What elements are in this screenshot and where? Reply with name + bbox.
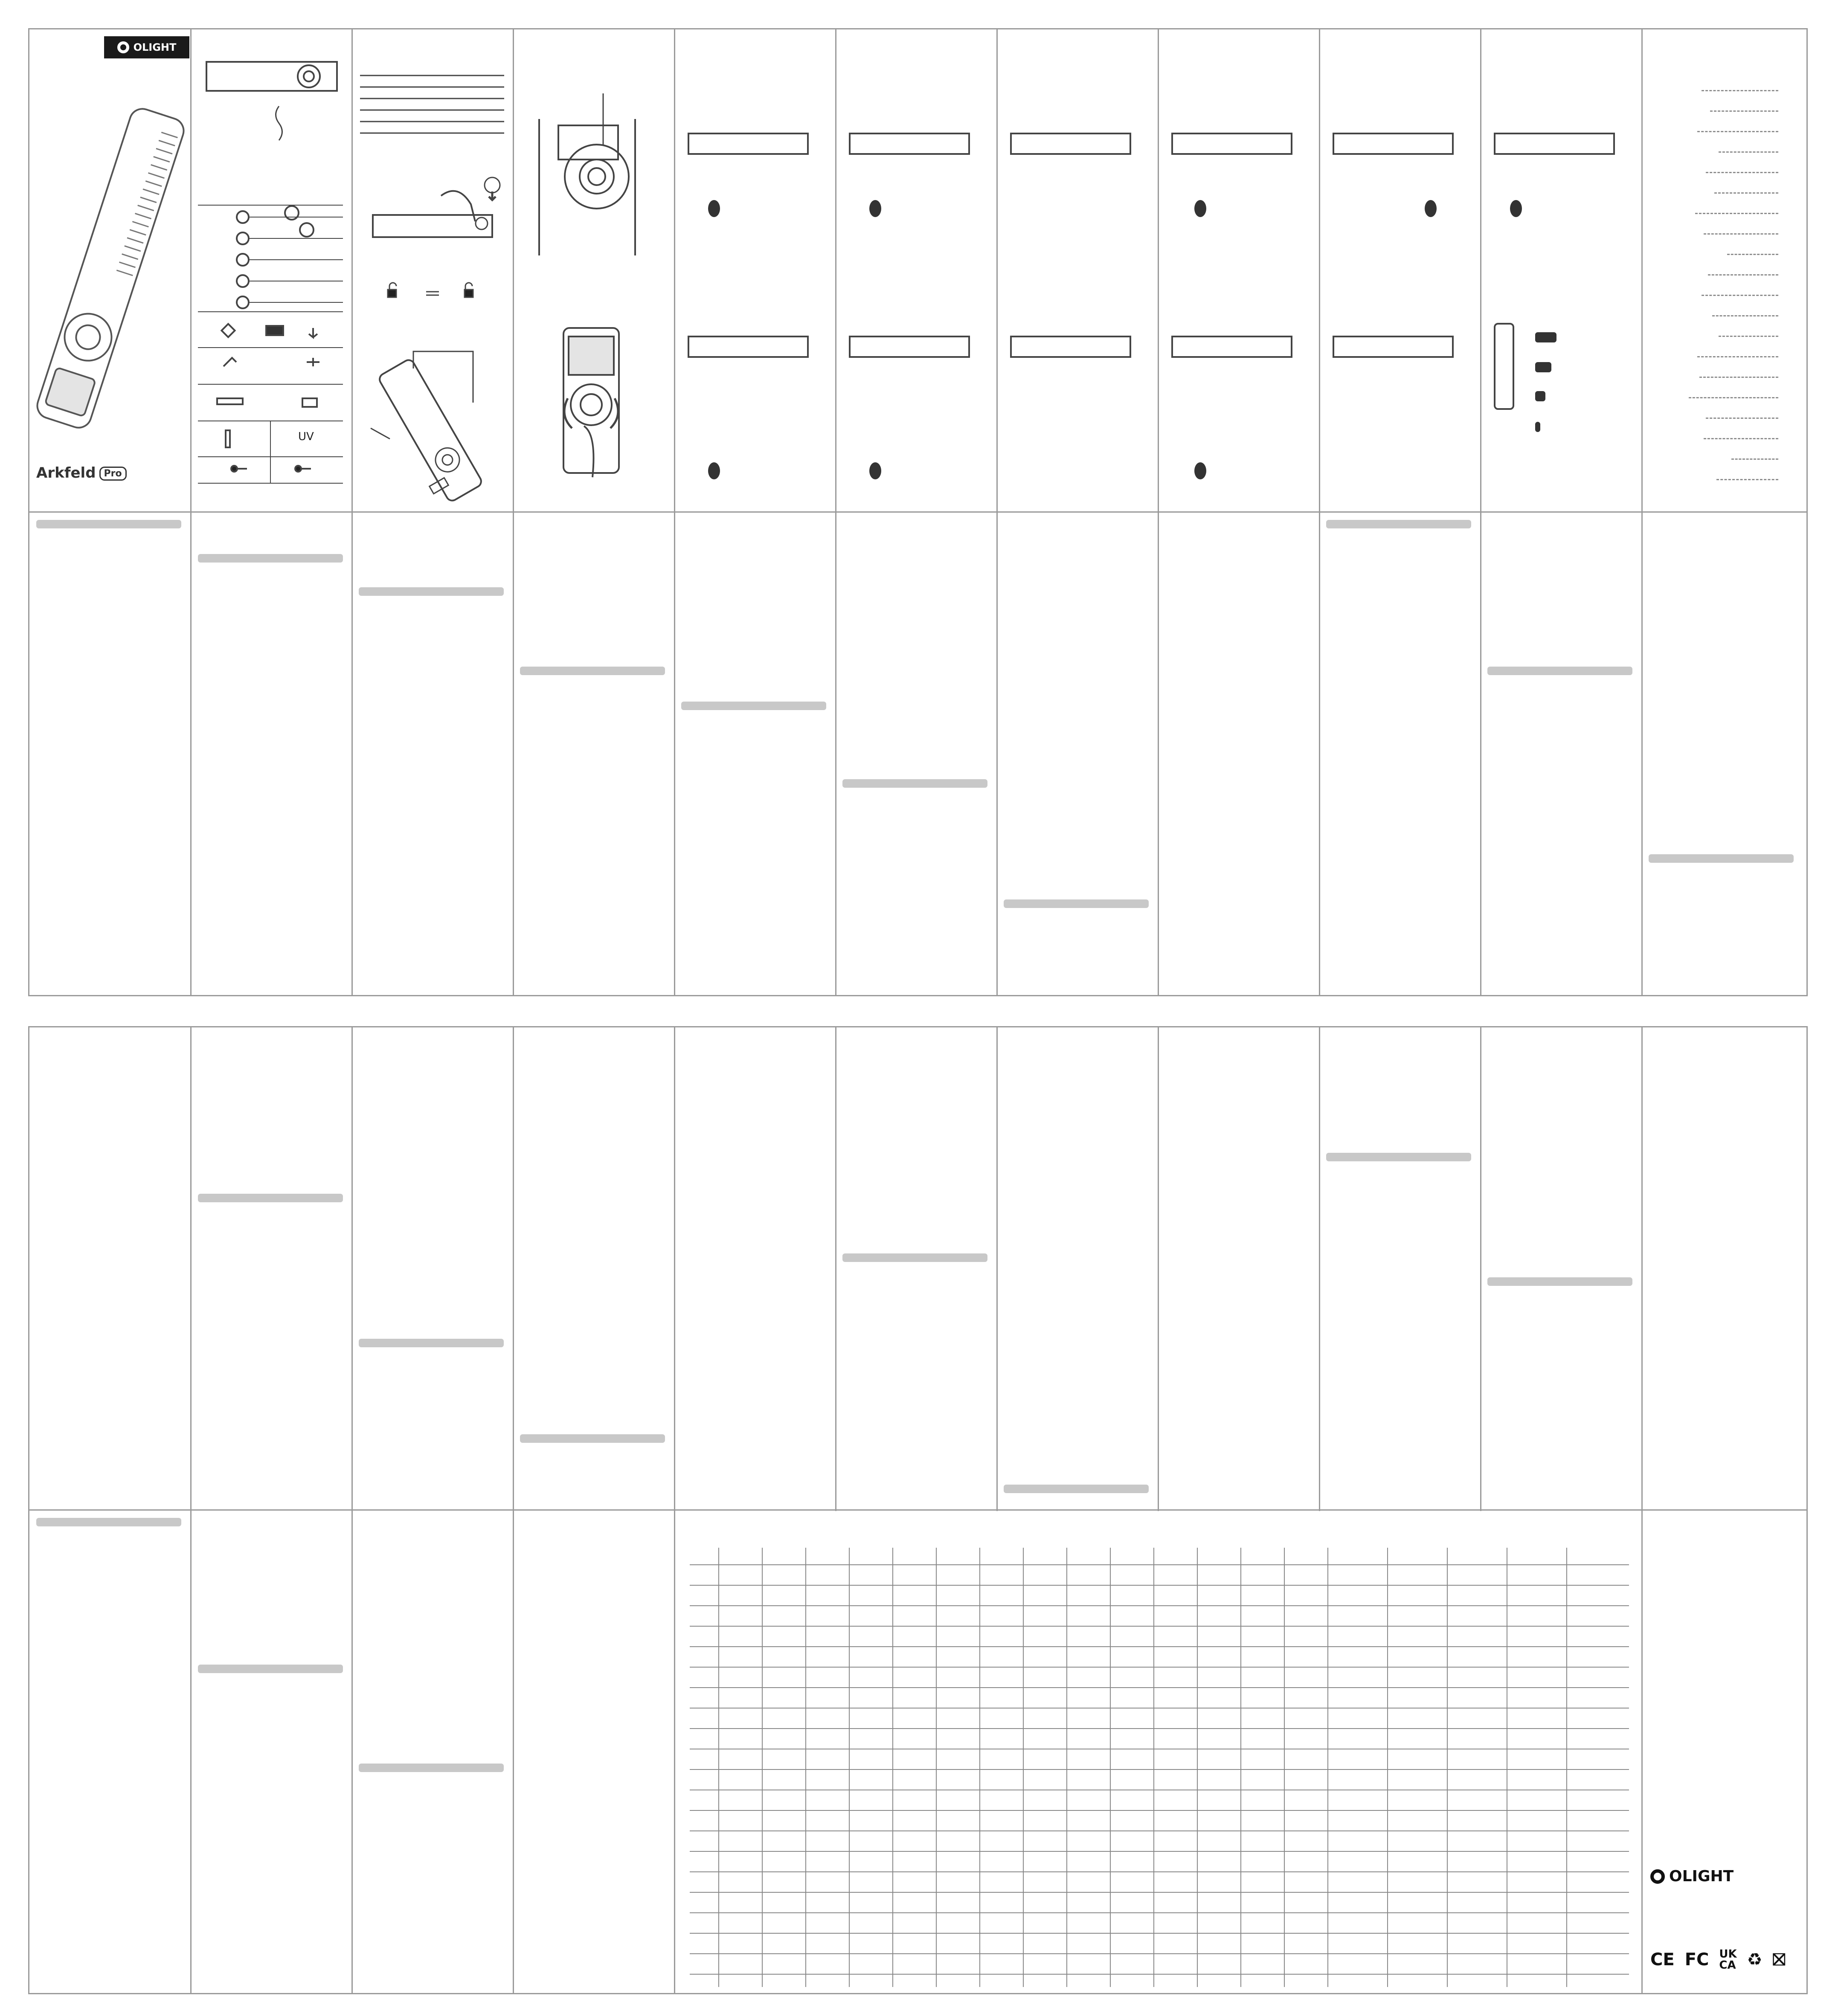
text-placeholder: [842, 779, 987, 788]
dashed-rule: [1697, 356, 1778, 357]
text-placeholder: [681, 702, 826, 710]
product-name-text: Arkfeld: [36, 464, 96, 482]
recycle-icon: ♻: [1747, 1950, 1763, 1970]
spec-table-grid: [29, 1027, 1809, 1996]
logo-text: OLIGHT: [1669, 1868, 1734, 1885]
dashed-rule: [1697, 131, 1778, 132]
dashed-rule: [1706, 418, 1778, 419]
dashed-rule: [1704, 233, 1778, 235]
dashed-rule: [1702, 90, 1778, 91]
text-placeholder: [36, 520, 181, 528]
ukca-mark-icon: UK CA: [1719, 1948, 1737, 1972]
dashed-rule: [1704, 438, 1778, 439]
product-badge: Pro: [99, 467, 127, 481]
ce-mark-icon: CE: [1650, 1950, 1675, 1970]
dashed-rule: [1716, 479, 1778, 480]
operation-diagrams: [29, 29, 1809, 511]
dashed-rule: [1699, 377, 1778, 378]
fc-mark-icon: FC: [1684, 1950, 1709, 1970]
dashed-rule: [1706, 172, 1778, 173]
dashed-rule: [1695, 213, 1778, 214]
dashed-rule: [1712, 315, 1778, 316]
text-placeholder: [520, 667, 665, 675]
dashed-rule: [1708, 274, 1778, 276]
text-placeholder: [1004, 899, 1149, 908]
dashed-rule: [1714, 192, 1778, 194]
dashed-rule: [1719, 336, 1778, 337]
dashed-rule: [1702, 295, 1778, 296]
text-placeholder: [1326, 520, 1471, 528]
logo-mark-icon: [1650, 1869, 1665, 1884]
olight-logo-footer: [1650, 1868, 1734, 1885]
manual-sheet-back: [28, 1026, 1808, 1994]
dashed-rule: [1727, 254, 1778, 255]
text-placeholder: [1487, 667, 1632, 675]
dashed-rule: [1710, 110, 1778, 112]
dashed-rule: [1719, 151, 1778, 153]
dashed-rule: [1731, 458, 1778, 460]
fold-line: [29, 511, 1806, 513]
certification-marks: [1650, 1949, 1786, 1971]
text-placeholder: [359, 587, 504, 596]
logo-text: OLIGHT: [133, 41, 177, 53]
text-placeholder: [198, 554, 343, 563]
text-placeholder: [1649, 854, 1794, 863]
dashed-rule: [1689, 397, 1778, 398]
weee-bin-icon: ⛝: [1772, 1950, 1786, 1970]
manual-sheet-front: [28, 28, 1808, 996]
uv-label: UV: [298, 430, 314, 443]
